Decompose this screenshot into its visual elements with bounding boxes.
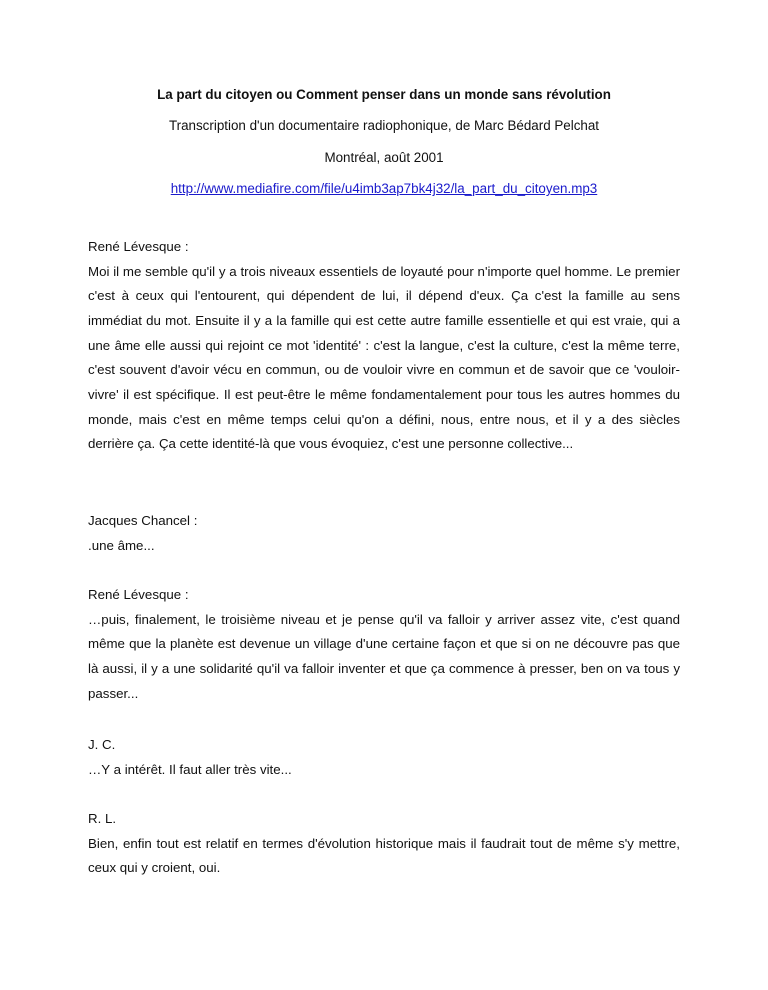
speech-text: .une âme... (88, 537, 155, 553)
audio-link[interactable]: http://www.mediafire.com/file/u4imb3ap7bk4j32/la_part_du_citoyen.mp3 (170, 181, 598, 196)
dialogue-entry (88, 509, 680, 558)
document-title: La part du citoyen ou Comment penser dans un monde sans révolution (157, 87, 611, 102)
speaker-name: Jacques Chancel : (88, 513, 198, 528)
speaker-name: René Lévesque : (88, 587, 189, 602)
speech-text: …Y a intérêt. Il faut aller très vite... (88, 761, 292, 777)
speech-text: Bien, enfin tout est relatif en termes d'évolution historique mais il faudrait tout de même s'y mettre, ceux qui y croient, oui. (88, 835, 680, 876)
dialogue-entry (88, 583, 680, 706)
dialogue-entry (88, 733, 680, 782)
speech-text: …puis, finalement, le troisième niveau et je pense qu'il va falloir y arriver assez vite, c'est quand même que la planète est devenue un village d'une certaine façon et que si on ne découvre pas que là aussi, il y a une solidarité qu'il va falloir inventer et que ça commence à presser, ben on va tous y passer... (88, 611, 680, 701)
speaker-name: R. L. (88, 811, 117, 826)
speech-text: Moi il me semble qu'il y a trois niveaux essentiels de loyauté pour n'importe quel homme. Le premier c'est à ceux qui l'entourent, qui dépendent de lui, il dépend d'eux. Ça c'est la famille au sens immédiat du mot. Ensuite il y a la famille qui est cette autre famille essentielle et qui est vraie, qui a une âme elle aussi qui rejoint ce mot 'identité' : c'est la langue, c'est la culture, c'est la même terre, c'est souvent d'avoir vécu en commun, ou de vouloir vivre en commun et de savoir que ce 'vouloir-vivre' il est spécifique. Il est peut-être le même fondamentalement pour tous les autres hommes du monde, mais c'est en même temps celui qu'on a défini, nous, entre nous, et il y a des siècles derrière ça. Ça cette identité-là que vous évoquiez, c'est une personne collective... (88, 263, 680, 452)
place-date: Montréal, août 2001 (324, 150, 444, 165)
document-subtitle: Transcription d'un documentaire radiophonique, de Marc Bédard Pelchat (168, 118, 600, 133)
speaker-name: René Lévesque : (88, 239, 189, 254)
dialogue-entry (88, 235, 680, 457)
dialogue-entry (88, 807, 680, 881)
speaker-name: J. C. (88, 737, 116, 752)
